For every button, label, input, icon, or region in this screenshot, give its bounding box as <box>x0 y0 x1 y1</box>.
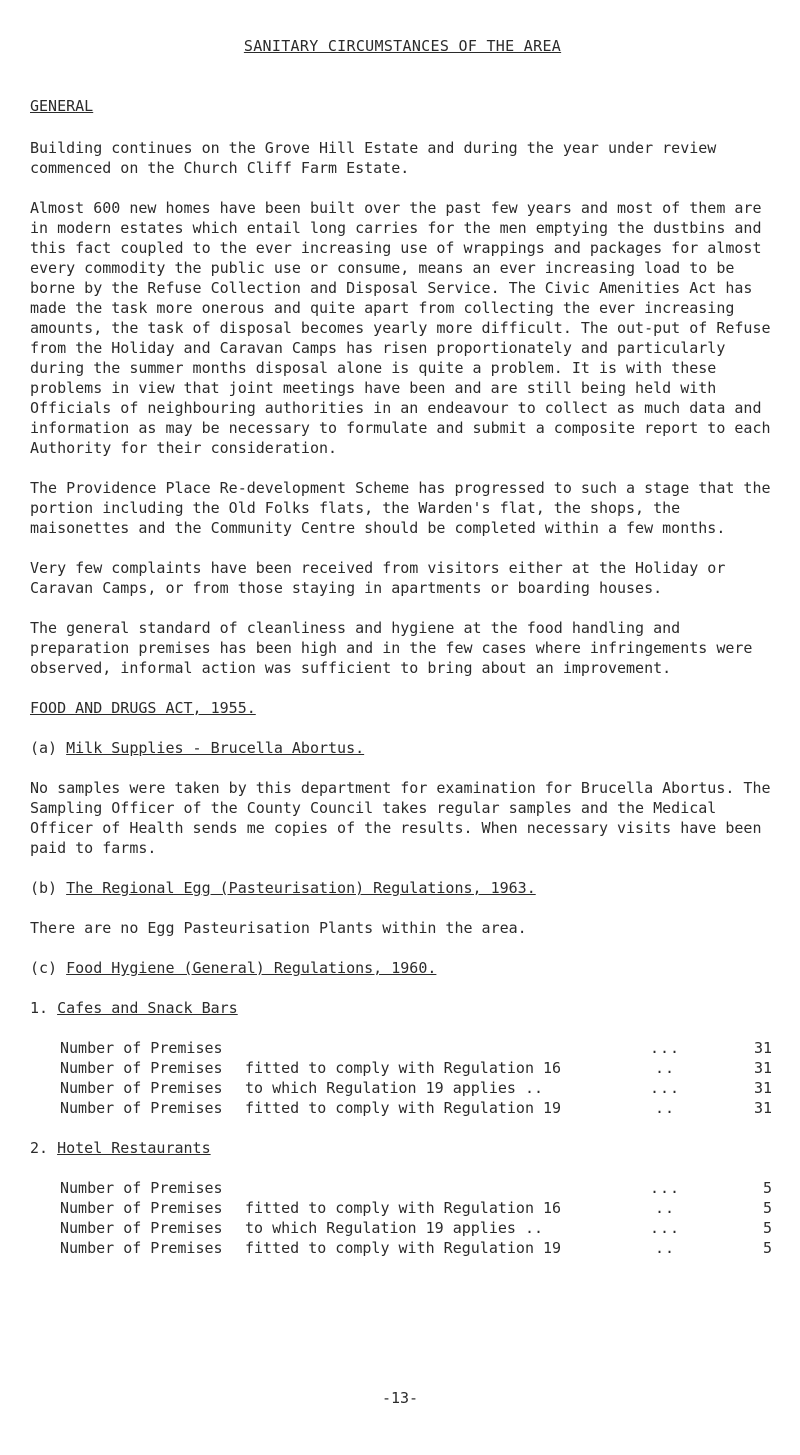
table-row <box>60 1098 772 1118</box>
section-c-heading <box>30 958 775 978</box>
row-text: fitted to comply with Regulation 16 <box>245 1199 562 1217</box>
row-label: Number of Premises <box>60 1199 223 1217</box>
general-heading: GENERAL <box>30 97 94 115</box>
hotels-table <box>60 1178 772 1258</box>
general-paragraph-5: The general standard of cleanliness and hygiene at the food handling and preparation premises has been high and in the few cases where infringements were observed, informal action was sufficient to bring about an improvement. <box>30 619 753 677</box>
cafes-heading <box>30 998 775 1018</box>
row-label: Number of Premises <box>60 1039 223 1057</box>
table-row <box>60 1218 772 1238</box>
row-value: 5 <box>762 1179 772 1197</box>
section-a-heading <box>30 738 775 758</box>
table-row <box>60 1198 772 1218</box>
table-row <box>60 1038 772 1058</box>
row-label: Number of Premises <box>60 1219 223 1237</box>
section-a-title: Milk Supplies - Brucella Abortus. <box>66 739 365 757</box>
table-row <box>60 1058 772 1078</box>
row-text: to which Regulation 19 applies .. <box>245 1219 544 1237</box>
row-leader: .. <box>654 1059 676 1077</box>
row-value: 31 <box>753 1079 772 1097</box>
row-text: to which Regulation 19 applies .. <box>245 1079 544 1097</box>
row-value: 31 <box>753 1099 772 1117</box>
row-text: fitted to comply with Regulation 19 <box>245 1099 562 1117</box>
food-drugs-heading: FOOD AND DRUGS ACT, 1955. <box>30 699 256 717</box>
row-label: Number of Premises <box>60 1239 223 1257</box>
row-leader: ... <box>649 1219 681 1237</box>
general-paragraph-1: Building continues on the Grove Hill Estate and during the year under review commenced on the Church Cliff Farm Estate. <box>30 139 717 177</box>
row-value: 5 <box>762 1239 772 1257</box>
general-paragraph-4: Very few complaints have been received from visitors either at the Holiday or Caravan Camps, or from those staying in apartments or boarding houses. <box>30 559 726 597</box>
row-label: Number of Premises <box>60 1059 223 1077</box>
table-row <box>60 1078 772 1098</box>
row-text <box>245 1178 625 1198</box>
page-number: -13- <box>381 1389 419 1407</box>
cafes-title: Cafes and Snack Bars <box>57 999 238 1017</box>
row-leader: ... <box>649 1039 681 1057</box>
row-value: 5 <box>762 1199 772 1217</box>
row-label: Number of Premises <box>60 1179 223 1197</box>
section-c-prefix: (c) <box>30 959 58 977</box>
general-paragraph-3: The Providence Place Re-development Scheme has progressed to such a stage that the portion including the Old Folks flats, the Warden's flat, the shops, the maisonettes and the Community Centre should be completed within a few months. <box>30 479 771 537</box>
row-value: 31 <box>753 1059 772 1077</box>
general-paragraph-2: Almost 600 new homes have been built over the past few years and most of them are in modern estates which entail long carries for the men emptying the dustbins and this fact coupled to the ever increasing use of wrappings and packages for almost every commodity the public use or consume, means an ever increasing load to be borne by the Refuse Collection and Disposal Service. The Civic Amenities Act has made the task more onerous and quite apart from collecting the ever increasing amounts, the task of disposal becomes yearly more difficult. The out-put of Refuse from the Holiday and Caravan Camps has risen proportionately and particularly during the summer months disposal alone is quite a problem. It is with these problems in view that joint meetings have been and are still being held with Officials of neighbouring authorities in an endeavour to collect as much data and information as may be necessary to formulate and submit a composite report to each Authority for their consideration. <box>30 199 771 457</box>
section-c-title: Food Hygiene (General) Regulations, 1960. <box>66 959 437 977</box>
page-title: SANITARY CIRCUMSTANCES OF THE AREA <box>243 37 562 55</box>
row-value: 31 <box>753 1039 772 1057</box>
row-value: 5 <box>762 1219 772 1237</box>
row-label: Number of Premises <box>60 1079 223 1097</box>
row-leader: .. <box>654 1239 676 1257</box>
section-b-text: There are no Egg Pasteurisation Plants within the area. <box>30 919 527 937</box>
hotels-prefix: 2. <box>30 1139 49 1157</box>
hotels-title: Hotel Restaurants <box>57 1139 211 1157</box>
hotels-heading <box>30 1138 775 1158</box>
cafes-table <box>60 1038 772 1118</box>
document-page <box>30 30 775 1258</box>
table-row <box>60 1238 772 1258</box>
section-a-prefix: (a) <box>30 739 58 757</box>
row-text: fitted to comply with Regulation 16 <box>245 1059 562 1077</box>
row-leader: ... <box>649 1079 681 1097</box>
table-row <box>60 1178 772 1198</box>
row-text: fitted to comply with Regulation 19 <box>245 1239 562 1257</box>
section-b-title: The Regional Egg (Pasteurisation) Regulations, 1963. <box>66 879 536 897</box>
row-text <box>245 1038 625 1058</box>
row-leader: ... <box>649 1179 681 1197</box>
row-label: Number of Premises <box>60 1099 223 1117</box>
section-b-prefix: (b) <box>30 879 58 897</box>
cafes-prefix: 1. <box>30 999 49 1017</box>
row-leader: .. <box>654 1199 676 1217</box>
section-b-heading <box>30 878 775 898</box>
section-a-text: No samples were taken by this department for examination for Brucella Abortus. The Sampling Officer of the County Council takes regular samples and the Medical Officer of Health sends me copies of the results. When necessary visits have been paid to farms. <box>30 779 771 857</box>
row-leader: .. <box>654 1099 676 1117</box>
